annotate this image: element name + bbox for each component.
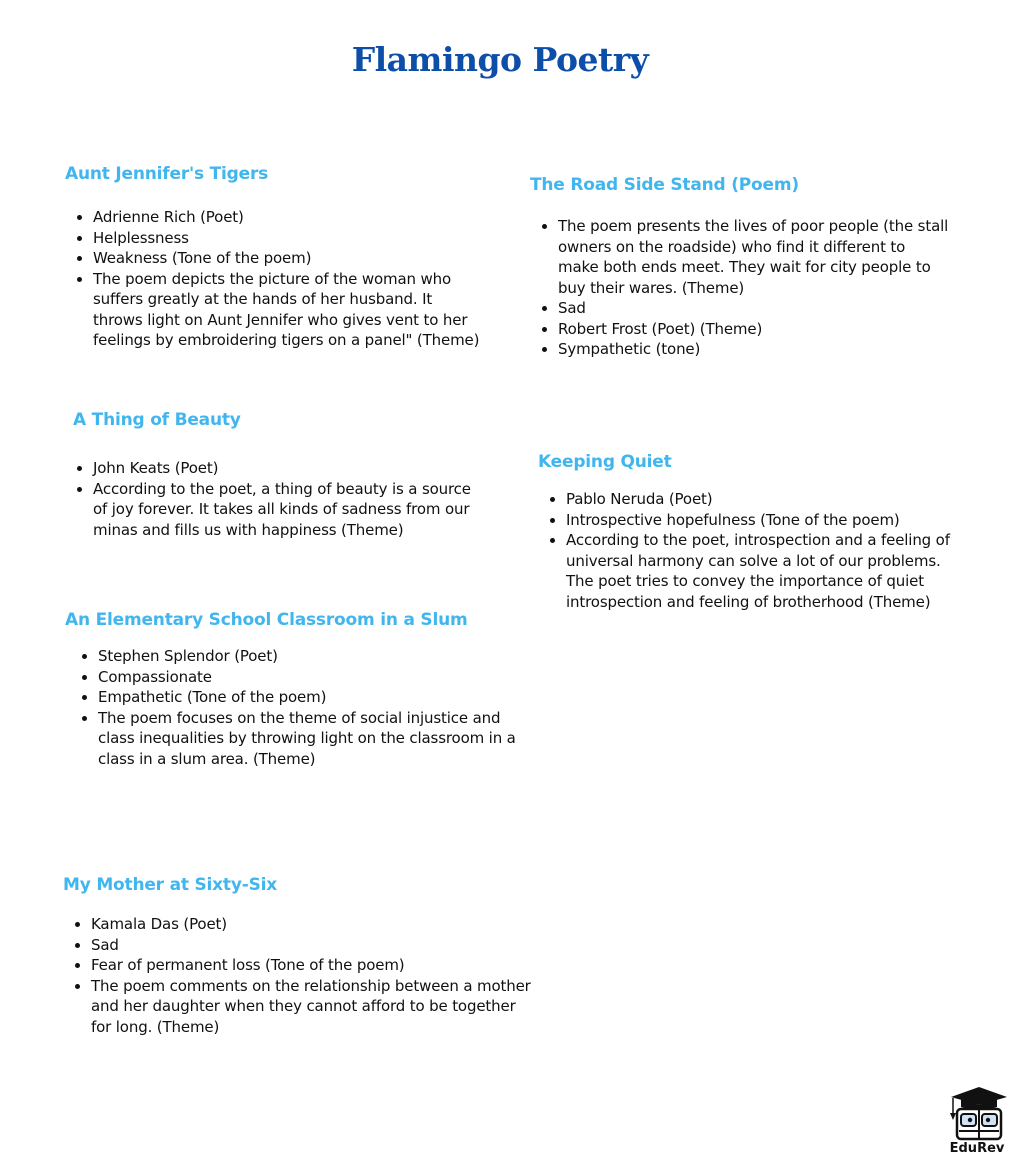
bullet-list (65, 646, 535, 769)
list-item: • Empathetic (Tone of the poem) (98, 687, 535, 708)
bullet-list (538, 489, 953, 612)
list-item: • Sad (558, 298, 950, 319)
list-item: • Sad (91, 935, 533, 956)
list-item: • The poem presents the lives of poor people (the stall owners on the roadside) who find it different to make both ends meet. They wait for city people to buy their wares. (Theme) (558, 216, 950, 298)
list-item: • Stephen Splendor (Poet) (98, 646, 535, 667)
list-item: • Fear of permanent loss (Tone of the poem) (91, 955, 533, 976)
bullet-list (65, 207, 485, 351)
section-my-mother-at-sixty-six (63, 875, 533, 1037)
section-aunt-jennifers-tigers (65, 164, 485, 351)
list-item: • Pablo Neruda (Poet) (566, 489, 953, 510)
list-item: • Compassionate (98, 667, 535, 688)
list-item: • John Keats (Poet) (93, 458, 485, 479)
graduation-cap-book-icon (945, 1085, 1009, 1143)
section-elementary-school-classroom (65, 610, 535, 769)
section-thing-of-beauty (73, 410, 485, 540)
logo-text: EduRev (949, 1141, 1005, 1156)
bullet-list (63, 914, 533, 1037)
bullet-list (530, 216, 950, 360)
page-title: Flamingo Poetry (351, 40, 649, 79)
section-heading: The Road Side Stand (Poem) (530, 175, 799, 195)
bullet-list (65, 458, 485, 540)
section-road-side-stand (530, 175, 950, 360)
section-heading: Aunt Jennifer's Tigers (65, 164, 269, 184)
section-keeping-quiet (538, 452, 953, 612)
edurev-logo (942, 1085, 1012, 1165)
section-heading: Keeping Quiet (538, 452, 672, 472)
list-item: • According to the poet, introspection and a feeling of universal harmony can solve a lot of our problems. The poet tries to convey the importance of quiet introspection and feeling of brotherhood (Theme) (566, 530, 953, 612)
list-item: • Sympathetic (tone) (558, 339, 950, 360)
list-item: • Helplessness (93, 228, 485, 249)
list-item: • Kamala Das (Poet) (91, 914, 533, 935)
list-item: • According to the poet, a thing of beauty is a source of joy forever. It takes all kinds of sadness from our minas and fills us with happiness (Theme) (93, 479, 485, 541)
section-heading: A Thing of Beauty (73, 410, 241, 430)
list-item: • The poem comments on the relationship between a mother and her daughter when they cannot afford to be together for long. (Theme) (91, 976, 533, 1038)
list-item: • The poem depicts the picture of the woman who suffers greatly at the hands of her husband. It throws light on Aunt Jennifer who gives vent to her feelings by embroidering tigers on a panel" (Theme) (93, 269, 485, 351)
list-item: • Adrienne Rich (Poet) (93, 207, 485, 228)
list-item: • Weakness (Tone of the poem) (93, 248, 485, 269)
section-heading: An Elementary School Classroom in a Slum (65, 610, 468, 630)
list-item: • Introspective hopefulness (Tone of the poem) (566, 510, 953, 531)
section-heading: My Mother at Sixty-Six (63, 875, 278, 895)
list-item: • The poem focuses on the theme of social injustice and class inequalities by throwing light on the classroom in a class in a slum area. (Theme) (98, 708, 535, 770)
list-item: • Robert Frost (Poet) (Theme) (558, 319, 950, 340)
